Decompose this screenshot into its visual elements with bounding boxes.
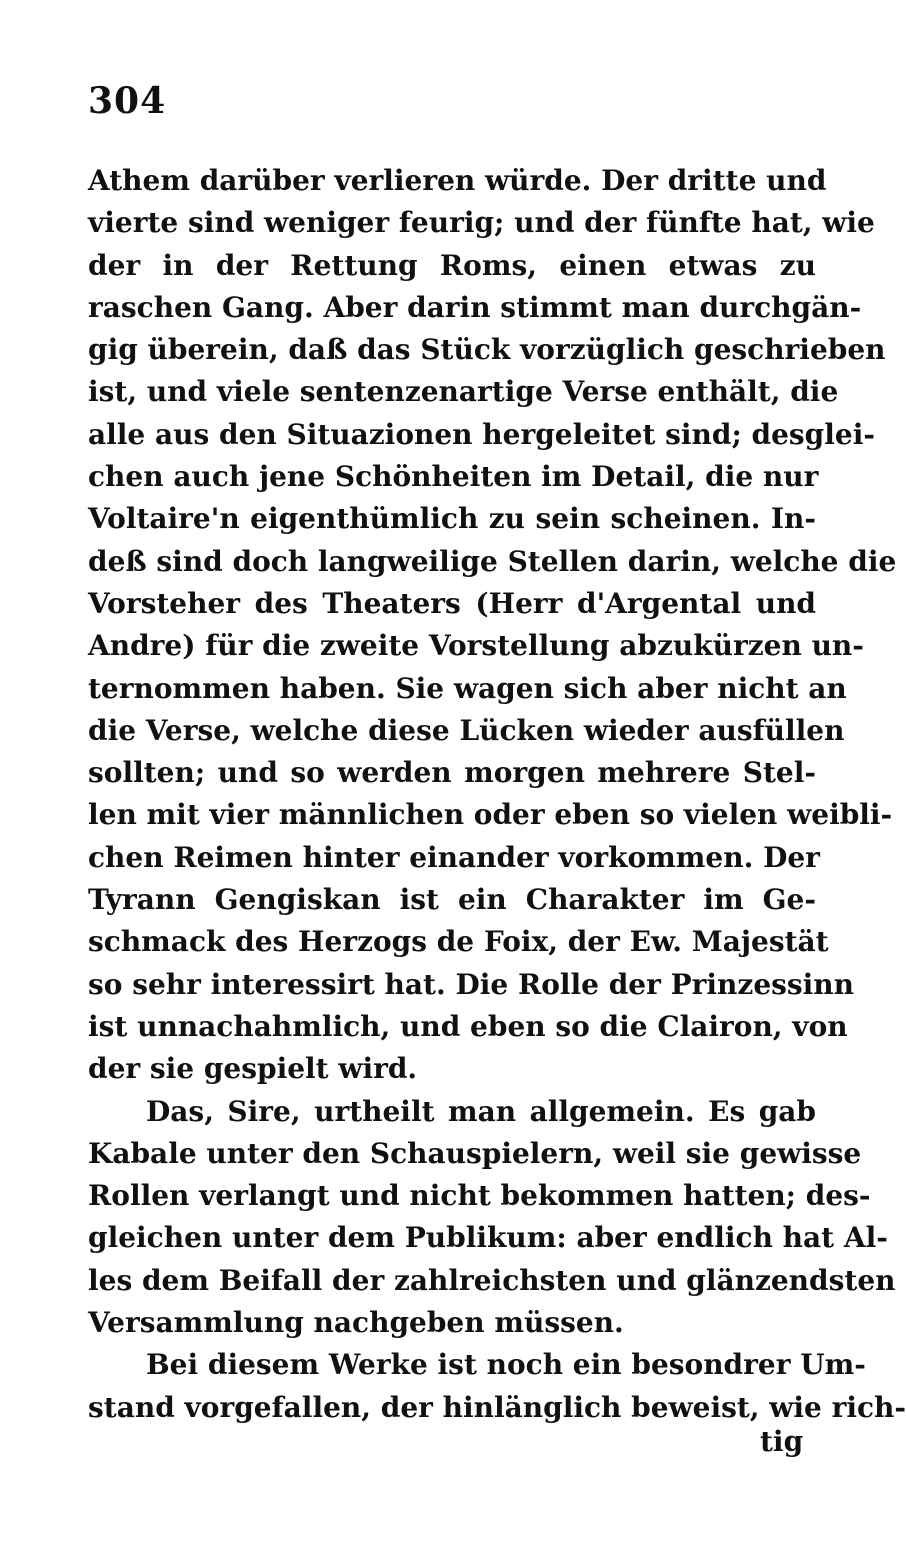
text-line: so sehr interessirt hat. Die Rolle der Prinzessinn xyxy=(88,967,855,1001)
text-line: les dem Beifall der zahlreichsten und glänzendsten xyxy=(88,1263,896,1297)
text-line: der in der Rettung Roms, einen etwas zu xyxy=(88,248,816,282)
text-line: schmack des Herzogs de Foix, der Ew. Majestät xyxy=(88,925,829,959)
text-line: die Verse, welche diese Lücken wieder ausfüllen xyxy=(88,713,845,747)
text-line: Voltaire'n eigenthümlich zu sein scheinen. In- xyxy=(88,502,816,536)
text-line: chen Reimen hinter einander vorkommen. Der xyxy=(88,840,820,874)
text-line: ist, und viele sentenzenartige Verse enthält, die xyxy=(88,375,839,409)
text-line: vierte sind weniger feurig; und der fünfte hat, wie xyxy=(88,206,875,240)
text-line: Kabale unter den Schauspielern, weil sie gewisse xyxy=(88,1136,862,1170)
text-line: Das, Sire, urtheilt man allgemein. Es gab xyxy=(146,1094,816,1128)
text-line: Athem darüber verlieren würde. Der dritte und xyxy=(88,164,827,197)
catchword: tig xyxy=(760,1425,804,1458)
text-line: Tyrann Gengiskan ist ein Charakter im Ge- xyxy=(88,883,816,917)
text-line: ternommen haben. Sie wagen sich aber nicht an xyxy=(88,671,847,705)
text-line: deß sind doch langweilige Stellen darin, welche die xyxy=(88,544,897,578)
text-line: chen auch jene Schönheiten im Detail, die nur xyxy=(88,460,819,494)
text-line: ist unnachahmlich, und eben so die Clairon, von xyxy=(88,1009,848,1043)
text-line: gig überein, daß das Stück vorzüglich geschrieben xyxy=(88,333,886,367)
text-line: stand vorgefallen, der hinlänglich beweist, wie rich- xyxy=(88,1390,906,1424)
body-text xyxy=(88,160,906,1429)
text-line: Bei diesem Werke ist noch ein besondrer Um- xyxy=(146,1348,866,1382)
text-line: Rollen verlangt und nicht bekommen hatten; des- xyxy=(88,1179,871,1213)
text-line: len mit vier männlichen oder eben so vielen weibli- xyxy=(88,798,893,832)
text-line: Versammlung nachgeben müssen. xyxy=(88,1306,624,1340)
text-line: sollten; und so werden morgen mehrere Stel- xyxy=(88,756,816,790)
text-line: Andre) für die zweite Vorstellung abzukürzen un- xyxy=(88,629,864,663)
text-line: alle aus den Situazionen hergeleitet sind; desglei- xyxy=(88,417,875,451)
text-line: Vorsteher des Theaters (Herr d'Argental und xyxy=(88,586,816,620)
text-line: gleichen unter dem Publikum: aber endlich hat Al- xyxy=(88,1221,888,1255)
text-line: raschen Gang. Aber darin stimmt man durchgän- xyxy=(88,290,862,324)
text-line: der sie gespielt wird. xyxy=(88,1052,418,1086)
page-number: 304 xyxy=(88,80,167,122)
